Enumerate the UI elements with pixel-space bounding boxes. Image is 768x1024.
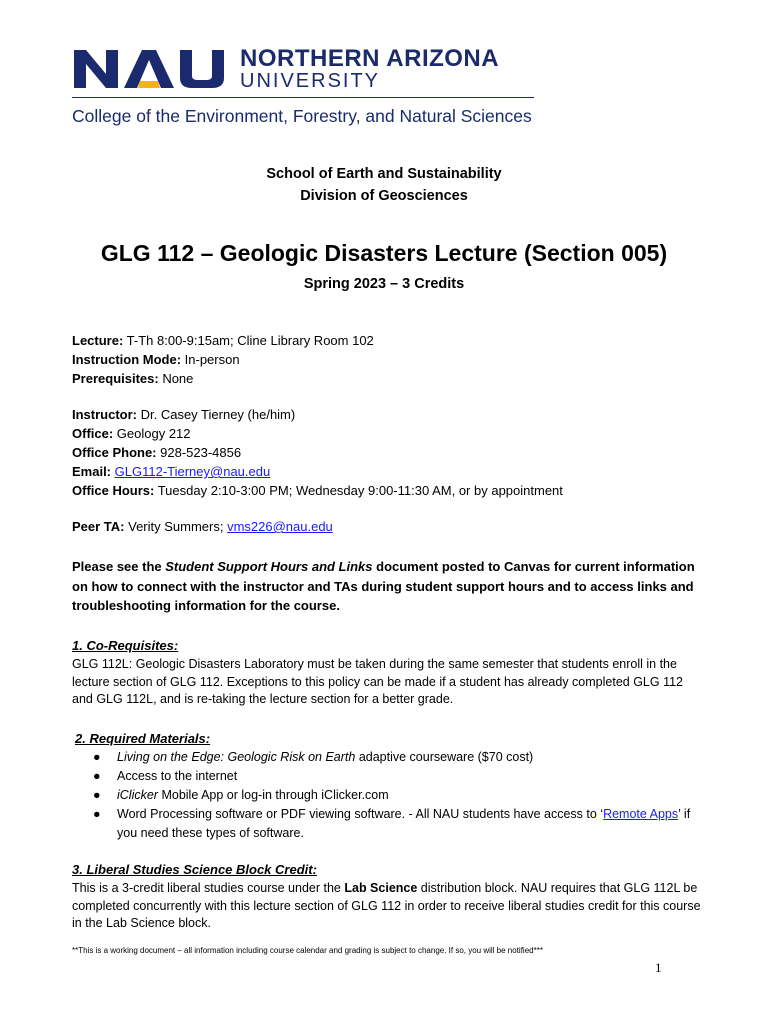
nau-wordmark-icon bbox=[72, 44, 232, 92]
prerequisites-label: Prerequisites: bbox=[72, 371, 159, 386]
page-number: 1 bbox=[655, 960, 662, 975]
corequisites-body: GLG 112L: Geologic Disasters Laboratory must be taken during the same semester that students enroll in the lecture section of GLG 112. Exceptions to this policy can be made if a student has already completed GLG 112 and GLG 112L, and is re-taking the lecture section for a better grade. bbox=[72, 657, 683, 706]
remote-apps-link[interactable]: Remote Apps bbox=[603, 807, 679, 821]
peer-ta-value: Verity Summers; bbox=[124, 519, 228, 534]
liberal-studies-pre: This is a 3-credit liberal studies course under the bbox=[72, 881, 345, 895]
peer-ta-label: Peer TA: bbox=[72, 519, 125, 534]
support-note-post: document posted to Canvas for current information on how to connect with the instructor and TAs during student support hours and to access links and troubleshooting information for the course. bbox=[72, 559, 695, 613]
instructor-line bbox=[72, 405, 295, 424]
bullet-icon: ● bbox=[93, 750, 101, 764]
instructor-value: Dr. Casey Tierney (he/him) bbox=[137, 407, 296, 422]
lecture-label: Lecture: bbox=[72, 333, 124, 348]
bullet-icon: ● bbox=[93, 807, 101, 821]
material-text: Word Processing software or PDF viewing software. - All NAU students have access to ‘ bbox=[117, 807, 604, 821]
material-text: Mobile App or log-in through iClicker.com bbox=[157, 788, 389, 802]
instruction-mode-value: In-person bbox=[181, 352, 240, 367]
material-text: adaptive courseware ($70 cost) bbox=[355, 750, 534, 764]
list-item bbox=[93, 767, 693, 786]
school-name: School of Earth and Sustainability bbox=[266, 166, 502, 182]
list-item bbox=[93, 748, 693, 767]
required-materials-heading: 2. Required Materials: bbox=[75, 731, 211, 746]
office-line bbox=[72, 424, 191, 443]
bullet-icon: ● bbox=[93, 769, 101, 783]
material-text: Access to the internet bbox=[117, 769, 238, 783]
course-title: GLG 112 – Geologic Disasters Lecture (Section 005) bbox=[100, 240, 668, 266]
prerequisites-line bbox=[72, 369, 193, 388]
liberal-studies-heading: 3. Liberal Studies Science Block Credit: bbox=[72, 862, 317, 877]
footnote: **This is a working document – all information including course calendar and grading is subject to change. If so, you will be notified*** bbox=[72, 946, 543, 955]
required-materials-list bbox=[93, 748, 693, 843]
liberal-studies-body bbox=[72, 880, 702, 933]
logo-college-name: College of the Environment, Forestry, and Natural Sciences bbox=[72, 106, 532, 126]
liberal-studies-block-name: Lab Science bbox=[344, 881, 418, 895]
office-hours-label: Office Hours: bbox=[72, 483, 155, 498]
support-note-doc-title: Student Support Hours and Links bbox=[165, 559, 373, 574]
instruction-mode-label: Instruction Mode: bbox=[72, 352, 182, 367]
support-note-pre: Please see the bbox=[72, 559, 166, 574]
material-text-after: ’ if you need these types of software. bbox=[117, 807, 691, 840]
bullet-icon: ● bbox=[93, 788, 101, 802]
office-hours-line bbox=[72, 481, 563, 500]
office-phone-label: Office Phone: bbox=[72, 445, 157, 460]
logo-divider bbox=[72, 97, 534, 98]
corequisites-heading: 1. Co-Requisites: bbox=[72, 638, 179, 653]
instruction-mode-line bbox=[72, 350, 240, 369]
email-label: Email: bbox=[72, 464, 112, 479]
logo-name-line1: NORTHERN ARIZONA bbox=[240, 45, 500, 72]
office-phone-value: 928-523-4856 bbox=[156, 445, 242, 460]
email-line bbox=[72, 462, 270, 481]
course-term: Spring 2023 – 3 Credits bbox=[303, 276, 465, 292]
lecture-line bbox=[72, 331, 374, 350]
material-title: iClicker bbox=[117, 788, 158, 802]
instructor-email-link[interactable]: GLG112-Tierney@nau.edu bbox=[114, 464, 271, 479]
office-phone-line bbox=[72, 443, 241, 462]
list-item bbox=[93, 786, 693, 805]
support-note bbox=[72, 557, 702, 616]
list-item bbox=[93, 805, 693, 843]
prerequisites-value: None bbox=[158, 371, 194, 386]
division-name: Division of Geosciences bbox=[300, 188, 468, 204]
peer-ta-email-link[interactable]: vms226@nau.edu bbox=[227, 519, 333, 534]
peer-ta-line bbox=[72, 517, 333, 536]
office-hours-value: Tuesday 2:10-3:00 PM; Wednesday 9:00-11:30 AM, or by appointment bbox=[154, 483, 563, 498]
logo-name-line2: UNIVERSITY bbox=[240, 70, 381, 92]
instructor-label: Instructor: bbox=[72, 407, 137, 422]
office-value: Geology 212 bbox=[113, 426, 191, 441]
nau-logo bbox=[72, 44, 542, 134]
material-title: Living on the Edge: Geologic Risk on Earth bbox=[117, 750, 356, 764]
lecture-value: T-Th 8:00-9:15am; Cline Library Room 102 bbox=[123, 333, 374, 348]
liberal-studies-post: distribution block. NAU requires that GLG 112L be completed concurrently with this lecture section of GLG 112 in order to receive liberal studies credit for this course in the Lab Science block. bbox=[72, 881, 701, 930]
office-label: Office: bbox=[72, 426, 114, 441]
